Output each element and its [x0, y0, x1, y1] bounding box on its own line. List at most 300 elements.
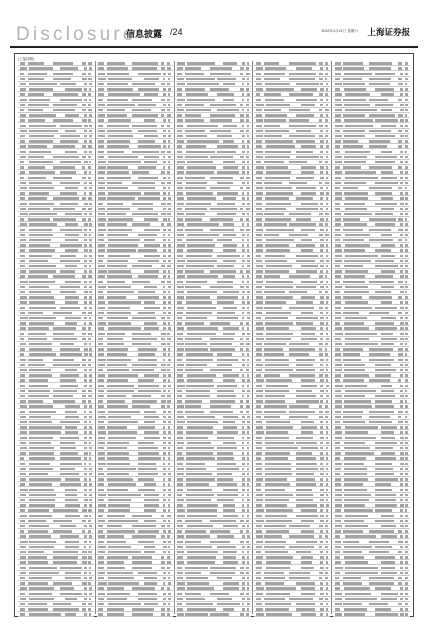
table-cell	[177, 109, 184, 111]
table-cell	[163, 88, 166, 90]
table-cell	[320, 400, 323, 402]
table-cell	[20, 151, 26, 153]
table-cell	[82, 608, 85, 610]
table-cell	[98, 286, 106, 288]
table-cell	[345, 437, 376, 439]
table-cell	[247, 99, 250, 101]
table-cell	[138, 489, 155, 491]
table-cell	[223, 525, 239, 527]
table-cell	[187, 426, 213, 428]
table-cell	[29, 431, 61, 433]
table-cell	[132, 333, 151, 335]
table-cell	[187, 374, 217, 376]
table-cell	[320, 385, 323, 387]
section-title: 信息披露	[126, 30, 163, 40]
table-cell	[256, 603, 262, 605]
table-cell	[265, 452, 290, 454]
table-cell	[163, 119, 167, 121]
table-cell	[369, 281, 395, 283]
table-cell	[320, 203, 323, 205]
table-cell	[177, 135, 183, 137]
table-cell	[108, 93, 140, 95]
table-cell	[320, 359, 323, 361]
table-cell	[144, 582, 157, 584]
table-cell	[107, 390, 134, 392]
table-cell	[185, 114, 201, 116]
table-cell	[177, 312, 183, 314]
table-cell	[335, 88, 341, 90]
table-cell	[89, 598, 91, 600]
table-cell	[398, 577, 402, 579]
table-cell	[107, 489, 128, 491]
issue-date: 2012年1月21日 星期六	[321, 29, 358, 33]
table-cell	[335, 62, 341, 64]
table-cell	[177, 114, 182, 116]
table-cell	[107, 463, 130, 465]
table-cell	[326, 317, 328, 319]
table-cell	[82, 333, 85, 335]
table-cell	[247, 551, 250, 553]
table-cell	[247, 312, 250, 314]
table-cell	[177, 249, 183, 251]
table-cell	[163, 442, 166, 444]
table-cell	[161, 203, 165, 205]
table-cell	[185, 88, 204, 90]
table-cell	[161, 400, 165, 402]
table-cell	[132, 203, 154, 205]
table-cell	[168, 551, 170, 553]
table-cell	[247, 255, 250, 257]
table-cell	[319, 577, 322, 579]
table-cell	[296, 255, 318, 257]
table-cell	[266, 104, 290, 106]
table-cell	[320, 218, 324, 220]
table-cell	[405, 213, 407, 215]
table-cell	[247, 307, 249, 309]
table-cell	[265, 67, 286, 69]
table-cell	[53, 197, 79, 199]
table-cell	[326, 151, 329, 153]
table-cell	[138, 275, 157, 277]
table-cell	[256, 353, 262, 355]
table-cell	[405, 93, 408, 95]
table-cell	[29, 182, 52, 184]
table-cell	[217, 93, 234, 95]
table-cell	[381, 431, 394, 433]
table-cell	[132, 608, 155, 610]
table-cell	[326, 587, 329, 589]
table-cell	[247, 483, 249, 485]
table-cell	[381, 572, 397, 574]
table-cell	[89, 405, 91, 407]
table-cell	[375, 504, 397, 506]
table-cell	[29, 244, 51, 246]
table-cell	[88, 338, 91, 340]
table-cell	[247, 499, 250, 501]
table-cell	[138, 260, 159, 262]
table-cell	[161, 281, 165, 283]
table-cell	[247, 93, 250, 95]
table-cell	[186, 431, 213, 433]
table-cell	[177, 140, 183, 142]
table-cell	[405, 307, 408, 309]
table-cell	[28, 197, 47, 199]
table-cell	[98, 275, 104, 277]
table-cell	[161, 67, 165, 69]
table-cell	[89, 249, 92, 251]
table-cell	[98, 400, 103, 402]
table-cell	[186, 478, 215, 480]
table-cell	[186, 535, 210, 537]
table-cell	[168, 582, 171, 584]
table-cell	[29, 442, 52, 444]
table-cell	[325, 525, 328, 527]
table-cell	[335, 437, 343, 439]
table-cell	[132, 171, 150, 173]
table-cell	[107, 473, 129, 475]
table-cell	[168, 504, 170, 506]
table-cell	[325, 577, 328, 579]
table-cell	[335, 182, 341, 184]
table-cell	[89, 140, 92, 142]
table-cell	[132, 613, 153, 615]
table-cell	[144, 437, 160, 439]
table-cell	[256, 187, 263, 189]
table-cell	[246, 369, 249, 371]
table-cell	[345, 390, 376, 392]
table-cell	[343, 229, 363, 231]
table-cell	[320, 114, 323, 116]
table-cell	[60, 203, 79, 205]
table-cell	[405, 99, 408, 101]
table-cell	[256, 151, 263, 153]
table-cell	[107, 348, 127, 350]
table-cell	[265, 301, 286, 303]
table-cell	[88, 119, 91, 121]
table-cell	[256, 327, 264, 329]
table-cell	[88, 333, 91, 335]
table-cell	[53, 561, 77, 563]
table-cell	[343, 411, 363, 413]
table-cell	[266, 203, 291, 205]
table-cell	[223, 260, 237, 262]
table-cell	[398, 353, 402, 355]
table-cell	[405, 556, 407, 558]
table-cell	[98, 499, 104, 501]
table-cell	[247, 275, 249, 277]
table-cell	[405, 535, 408, 537]
table-cell	[326, 593, 328, 595]
table-cell	[223, 379, 235, 381]
table-cell	[132, 515, 152, 517]
table-cell	[398, 421, 402, 423]
table-cell	[405, 322, 407, 324]
table-cell	[107, 275, 131, 277]
table-cell	[326, 541, 328, 543]
table-cell	[108, 156, 138, 158]
table-cell	[320, 249, 323, 251]
table-cell	[296, 187, 316, 189]
table-cell	[163, 416, 166, 418]
table-cell	[256, 374, 262, 376]
table-cell	[400, 192, 403, 194]
table-cell	[53, 275, 75, 277]
table-cell	[266, 338, 291, 340]
table-cell	[60, 140, 78, 142]
table-cell	[375, 104, 392, 106]
table-cell	[246, 541, 249, 543]
table-cell	[20, 182, 27, 184]
table-cell	[20, 359, 27, 361]
table-cell	[326, 390, 329, 392]
table-cell	[187, 556, 216, 558]
table-cell	[161, 561, 164, 563]
table-cell	[168, 208, 171, 210]
table-cell	[325, 275, 328, 277]
table-cell	[375, 613, 398, 615]
table-cell	[289, 572, 310, 574]
table-cell	[326, 333, 329, 335]
table-cell	[98, 125, 103, 127]
table-cell	[335, 489, 343, 491]
table-cell	[335, 457, 341, 459]
table-cell	[398, 62, 401, 64]
table-cell	[223, 509, 236, 511]
table-cell	[256, 99, 261, 101]
table-cell	[84, 281, 88, 283]
table-cell	[296, 494, 313, 496]
table-cell	[168, 546, 170, 548]
table-cell	[405, 473, 408, 475]
table-cell	[369, 145, 387, 147]
table-cell	[138, 177, 158, 179]
table-cell	[84, 468, 87, 470]
table-cell	[242, 291, 245, 293]
table-cell	[65, 296, 79, 298]
table-cell	[320, 494, 323, 496]
table-cell	[98, 483, 104, 485]
table-cell	[89, 525, 91, 527]
table-cell	[177, 447, 183, 449]
table-cell	[88, 556, 91, 558]
table-cell	[186, 385, 213, 387]
table-cell	[400, 452, 404, 454]
table-cell	[88, 603, 92, 605]
table-cell	[138, 130, 157, 132]
table-cell	[89, 83, 92, 85]
table-cell	[256, 348, 262, 350]
table-cell	[240, 286, 244, 288]
table-cell	[177, 223, 184, 225]
table-cell	[144, 93, 158, 95]
table-cell	[381, 93, 394, 95]
table-cell	[168, 270, 170, 272]
table-cell	[163, 270, 166, 272]
table-cell	[53, 390, 77, 392]
table-cell	[246, 593, 249, 595]
table-cell	[177, 494, 182, 496]
table-cell	[138, 442, 154, 444]
table-cell	[163, 374, 166, 376]
table-cell	[325, 535, 329, 537]
table-cell	[108, 577, 134, 579]
table-cell	[20, 385, 26, 387]
table-cell	[265, 489, 285, 491]
table-cell	[400, 520, 403, 522]
table-cell	[84, 457, 87, 459]
table-cell	[210, 593, 229, 595]
table-cell	[242, 93, 245, 95]
table-cell	[246, 286, 248, 288]
table-cell	[163, 447, 167, 449]
table-cell	[266, 567, 291, 569]
table-cell	[98, 333, 104, 335]
table-cell	[89, 483, 92, 485]
table-cell	[88, 530, 91, 532]
table-cell	[187, 582, 209, 584]
table-cell	[108, 192, 141, 194]
table-cell	[320, 437, 324, 439]
table-cell	[301, 567, 314, 569]
table-cell	[264, 577, 285, 579]
table-cell	[319, 182, 322, 184]
table-cell	[163, 385, 166, 387]
table-cell	[325, 62, 328, 64]
table-cell	[82, 73, 86, 75]
table-cell	[167, 99, 170, 101]
table-cell	[247, 442, 249, 444]
table-cell	[217, 213, 236, 215]
table-cell	[398, 411, 402, 413]
table-cell	[335, 197, 342, 199]
table-cell	[29, 296, 54, 298]
table-cell	[335, 567, 343, 569]
table-cell	[345, 572, 378, 574]
table-cell	[242, 494, 245, 496]
table-cell	[28, 145, 47, 147]
table-cell	[84, 234, 87, 236]
table-cell	[144, 374, 159, 376]
table-cell	[256, 577, 261, 579]
table-cell	[98, 452, 105, 454]
table-cell	[20, 593, 26, 595]
table-cell	[326, 301, 329, 303]
table-cell	[108, 546, 131, 548]
table-cell	[242, 374, 245, 376]
table-cell	[20, 145, 27, 147]
table-cell	[185, 177, 205, 179]
table-cell	[344, 203, 365, 205]
table-cell	[29, 125, 56, 127]
table-cell	[335, 78, 340, 80]
table-cell	[343, 530, 362, 532]
table-cell	[20, 379, 26, 381]
table-cell	[168, 73, 171, 75]
table-cell	[177, 426, 182, 428]
table-cell	[398, 145, 402, 147]
table-cell	[89, 348, 92, 350]
table-cell	[242, 483, 245, 485]
table-cell	[107, 260, 127, 262]
table-cell	[335, 509, 341, 511]
table-cell	[335, 530, 341, 532]
table-cell	[398, 312, 402, 314]
table-cell	[88, 78, 92, 80]
table-cell	[375, 395, 395, 397]
table-cell	[400, 125, 403, 127]
table-cell	[65, 223, 78, 225]
table-cell	[400, 213, 403, 215]
table-cell	[335, 177, 341, 179]
table-cell	[325, 109, 329, 111]
table-cell	[29, 535, 51, 537]
table-cell	[320, 452, 323, 454]
table-cell	[405, 416, 408, 418]
table-cell	[20, 572, 26, 574]
table-cell	[405, 249, 408, 251]
table-cell	[89, 130, 91, 132]
table-cell	[29, 213, 57, 215]
table-cell	[177, 104, 182, 106]
table-cell	[89, 411, 91, 413]
table-cell	[82, 520, 86, 522]
table-cell	[335, 135, 342, 137]
table-cell	[186, 255, 212, 257]
table-cell	[405, 203, 408, 205]
table-cell	[28, 582, 48, 584]
table-cell	[369, 62, 392, 64]
table-cell	[20, 411, 26, 413]
table-cell	[186, 145, 205, 147]
table-cell	[256, 520, 264, 522]
table-cell	[240, 270, 243, 272]
table-cell	[247, 603, 250, 605]
table-cell	[242, 509, 245, 511]
table-cell	[400, 473, 403, 475]
table-cell	[163, 307, 167, 309]
table-cell	[247, 509, 249, 511]
table-cell	[177, 582, 185, 584]
table-cell	[320, 369, 324, 371]
table-cell	[335, 364, 342, 366]
table-cell	[343, 312, 359, 314]
table-cell	[223, 166, 239, 168]
table-cell	[369, 582, 395, 584]
table-cell	[375, 447, 392, 449]
table-cell	[138, 457, 160, 459]
table-cell	[256, 442, 262, 444]
table-cell	[344, 468, 367, 470]
table-cell	[84, 483, 87, 485]
table-cell	[247, 390, 250, 392]
table-cell	[60, 286, 81, 288]
table-cell	[168, 478, 171, 480]
table-cell	[335, 499, 342, 501]
table-cell	[217, 359, 237, 361]
table-cell	[20, 281, 28, 283]
table-cell	[247, 291, 250, 293]
table-cell	[168, 244, 171, 246]
table-cell	[29, 99, 50, 101]
table-cell	[335, 130, 341, 132]
table-cell	[82, 145, 85, 147]
table-cell	[29, 504, 55, 506]
table-cell	[144, 546, 155, 548]
table-cell	[88, 359, 91, 361]
table-cell	[177, 478, 183, 480]
table-cell	[326, 208, 328, 210]
table-cell	[289, 546, 314, 548]
